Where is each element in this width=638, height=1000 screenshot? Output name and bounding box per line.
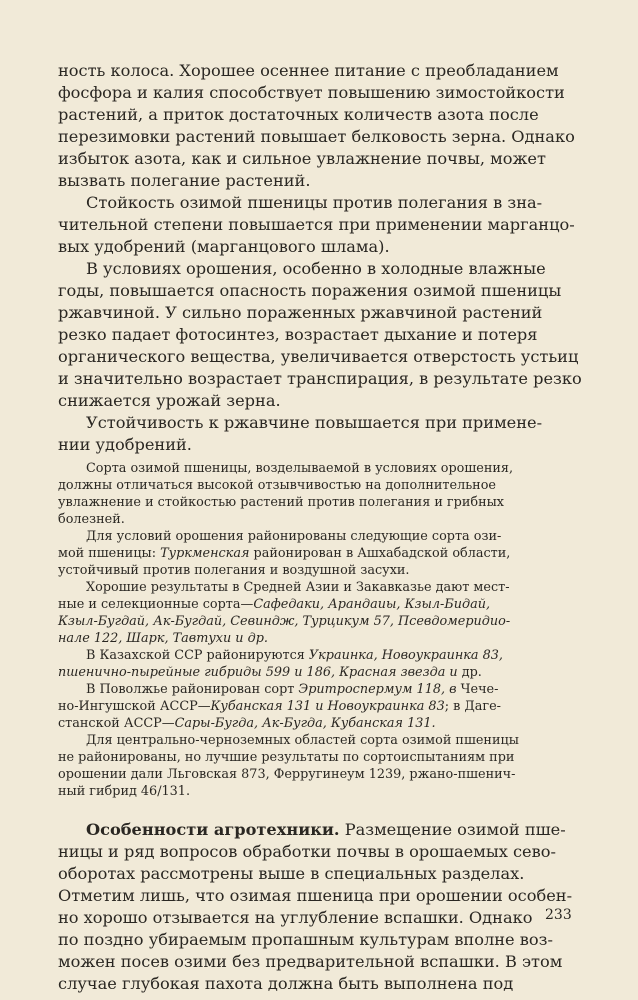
small-text-line: не районированы, но лучшие результаты по сортоиспытаниям при [58, 750, 515, 765]
section-heading: Особенности агротехники. [86, 820, 340, 839]
text-line: вызвать полегание растений. [58, 171, 311, 190]
text-line: фосфора и калия способствует повышению зимостойкости [58, 83, 565, 102]
small-text-line: нале 122, Шарк, Тавтухи и др. [58, 631, 268, 646]
text-line: избыток азота, как и сильное увлажнение почвы, может [58, 149, 546, 168]
text-line: случае глубокая пахота должна быть выполнена под [58, 974, 514, 993]
small-text-line: пшенично-пырейные гибриды 599 и 186, Красная звезда и др. [58, 665, 482, 680]
text-line: можен посев озими без предварительной вспашки. В этом [58, 952, 563, 971]
text-line: но хорошо отзывается на углубление вспашки. Однако [58, 908, 533, 927]
text-line: чительной степени повышается при применении марганцо- [58, 215, 575, 234]
text-line: ржавчиной. У сильно пораженных ржавчиной растений [58, 303, 543, 322]
small-text-line: Для условий орошения районированы следующие сорта ози- [86, 529, 502, 544]
text-line: ницы и ряд вопросов обработки почвы в орошаемых сево- [58, 842, 556, 861]
small-text-line: В Казахской ССР районируются Украинка, Новоукраинка 83, [86, 648, 503, 663]
small-text-line: ные и селекционные сорта—Сафедаки, Арандаиы, Кзыл-Бидай, [58, 597, 491, 612]
small-text-line: ный гибрид 46/131. [58, 784, 191, 799]
page-number: 233 [545, 907, 572, 923]
small-text-line: В Поволжье районирован сорт Эритроспермум 118, в Чече- [86, 682, 499, 697]
text-line: снижается урожай зерна. [58, 391, 281, 410]
small-text-line: увлажнение и стойкостью растений против полегания и грибных [58, 495, 504, 510]
small-text-line: Для центрально-черноземных областей сорта озимой пшеницы [86, 733, 519, 748]
text-line: перезимовки растений повышает белковость зерна. Однако [58, 127, 575, 146]
small-text-line: Кзыл-Бугдай, Ак-Бугдай, Севиндж, Турцикум 57, Псевдомеридио- [58, 614, 511, 629]
text-line: и значительно возрастает транспирация, в результате резко [58, 369, 582, 388]
text-line: органического вещества, увеличивается отверстость устьиц [58, 347, 579, 366]
text-line: Устойчивость к ржавчине повышается при примене- [86, 413, 543, 432]
text-line: нии удобрений. [58, 435, 192, 454]
small-text-line: Сорта озимой пшеницы, возделываемой в условиях орошения, [86, 461, 514, 476]
small-text-line: орошении дали Льговская 873, Ферругинеум 1239, ржано-пшенич- [58, 767, 516, 782]
text-line: В условиях орошения, особенно в холодные влажные [86, 259, 546, 278]
text-line: оборотах рассмотрены выше в специальных разделах. [58, 864, 525, 883]
small-text-line: мой пшеницы: Туркменская районирован в Ашхабадской области, [58, 546, 511, 561]
section-first-line: Особенности агротехники. Размещение озимой пше- [86, 820, 566, 839]
text-line: ность колоса. Хорошее осеннее питание с преобладанием [58, 61, 559, 80]
text-line: годы, повышается опасность поражения озимой пшеницы [58, 281, 562, 300]
text-line: растений, а приток достаточных количеств азота после [58, 105, 539, 124]
text-line: Отметим лишь, что озимая пшеница при орошении особен- [58, 886, 573, 905]
small-text-line: должны отличаться высокой отзывчивостью на дополнительное [58, 478, 496, 493]
text-line: резко падает фотосинтез, возрастает дыхание и потеря [58, 325, 538, 344]
text-line: по поздно убираемым пропашным культурам вполне воз- [58, 930, 553, 949]
text-line: вых удобрений (марганцового шлама). [58, 237, 390, 256]
small-text-line: болезней. [58, 512, 125, 527]
small-text-line: Хорошие результаты в Средней Азии и Закавказье дают мест- [86, 580, 510, 595]
small-text-line: устойчивый против полегания и воздушной засухи. [58, 563, 410, 578]
text-line: Стойкость озимой пшеницы против полегания в зна- [86, 193, 543, 212]
small-text-line: станской АССР—Сары-Бугда, Ак-Бугда, Кубанская 131. [58, 716, 436, 731]
small-text-line: но-Ингушской АССР—Кубанская 131 и Новоукраинка 83; в Даге- [58, 699, 502, 714]
